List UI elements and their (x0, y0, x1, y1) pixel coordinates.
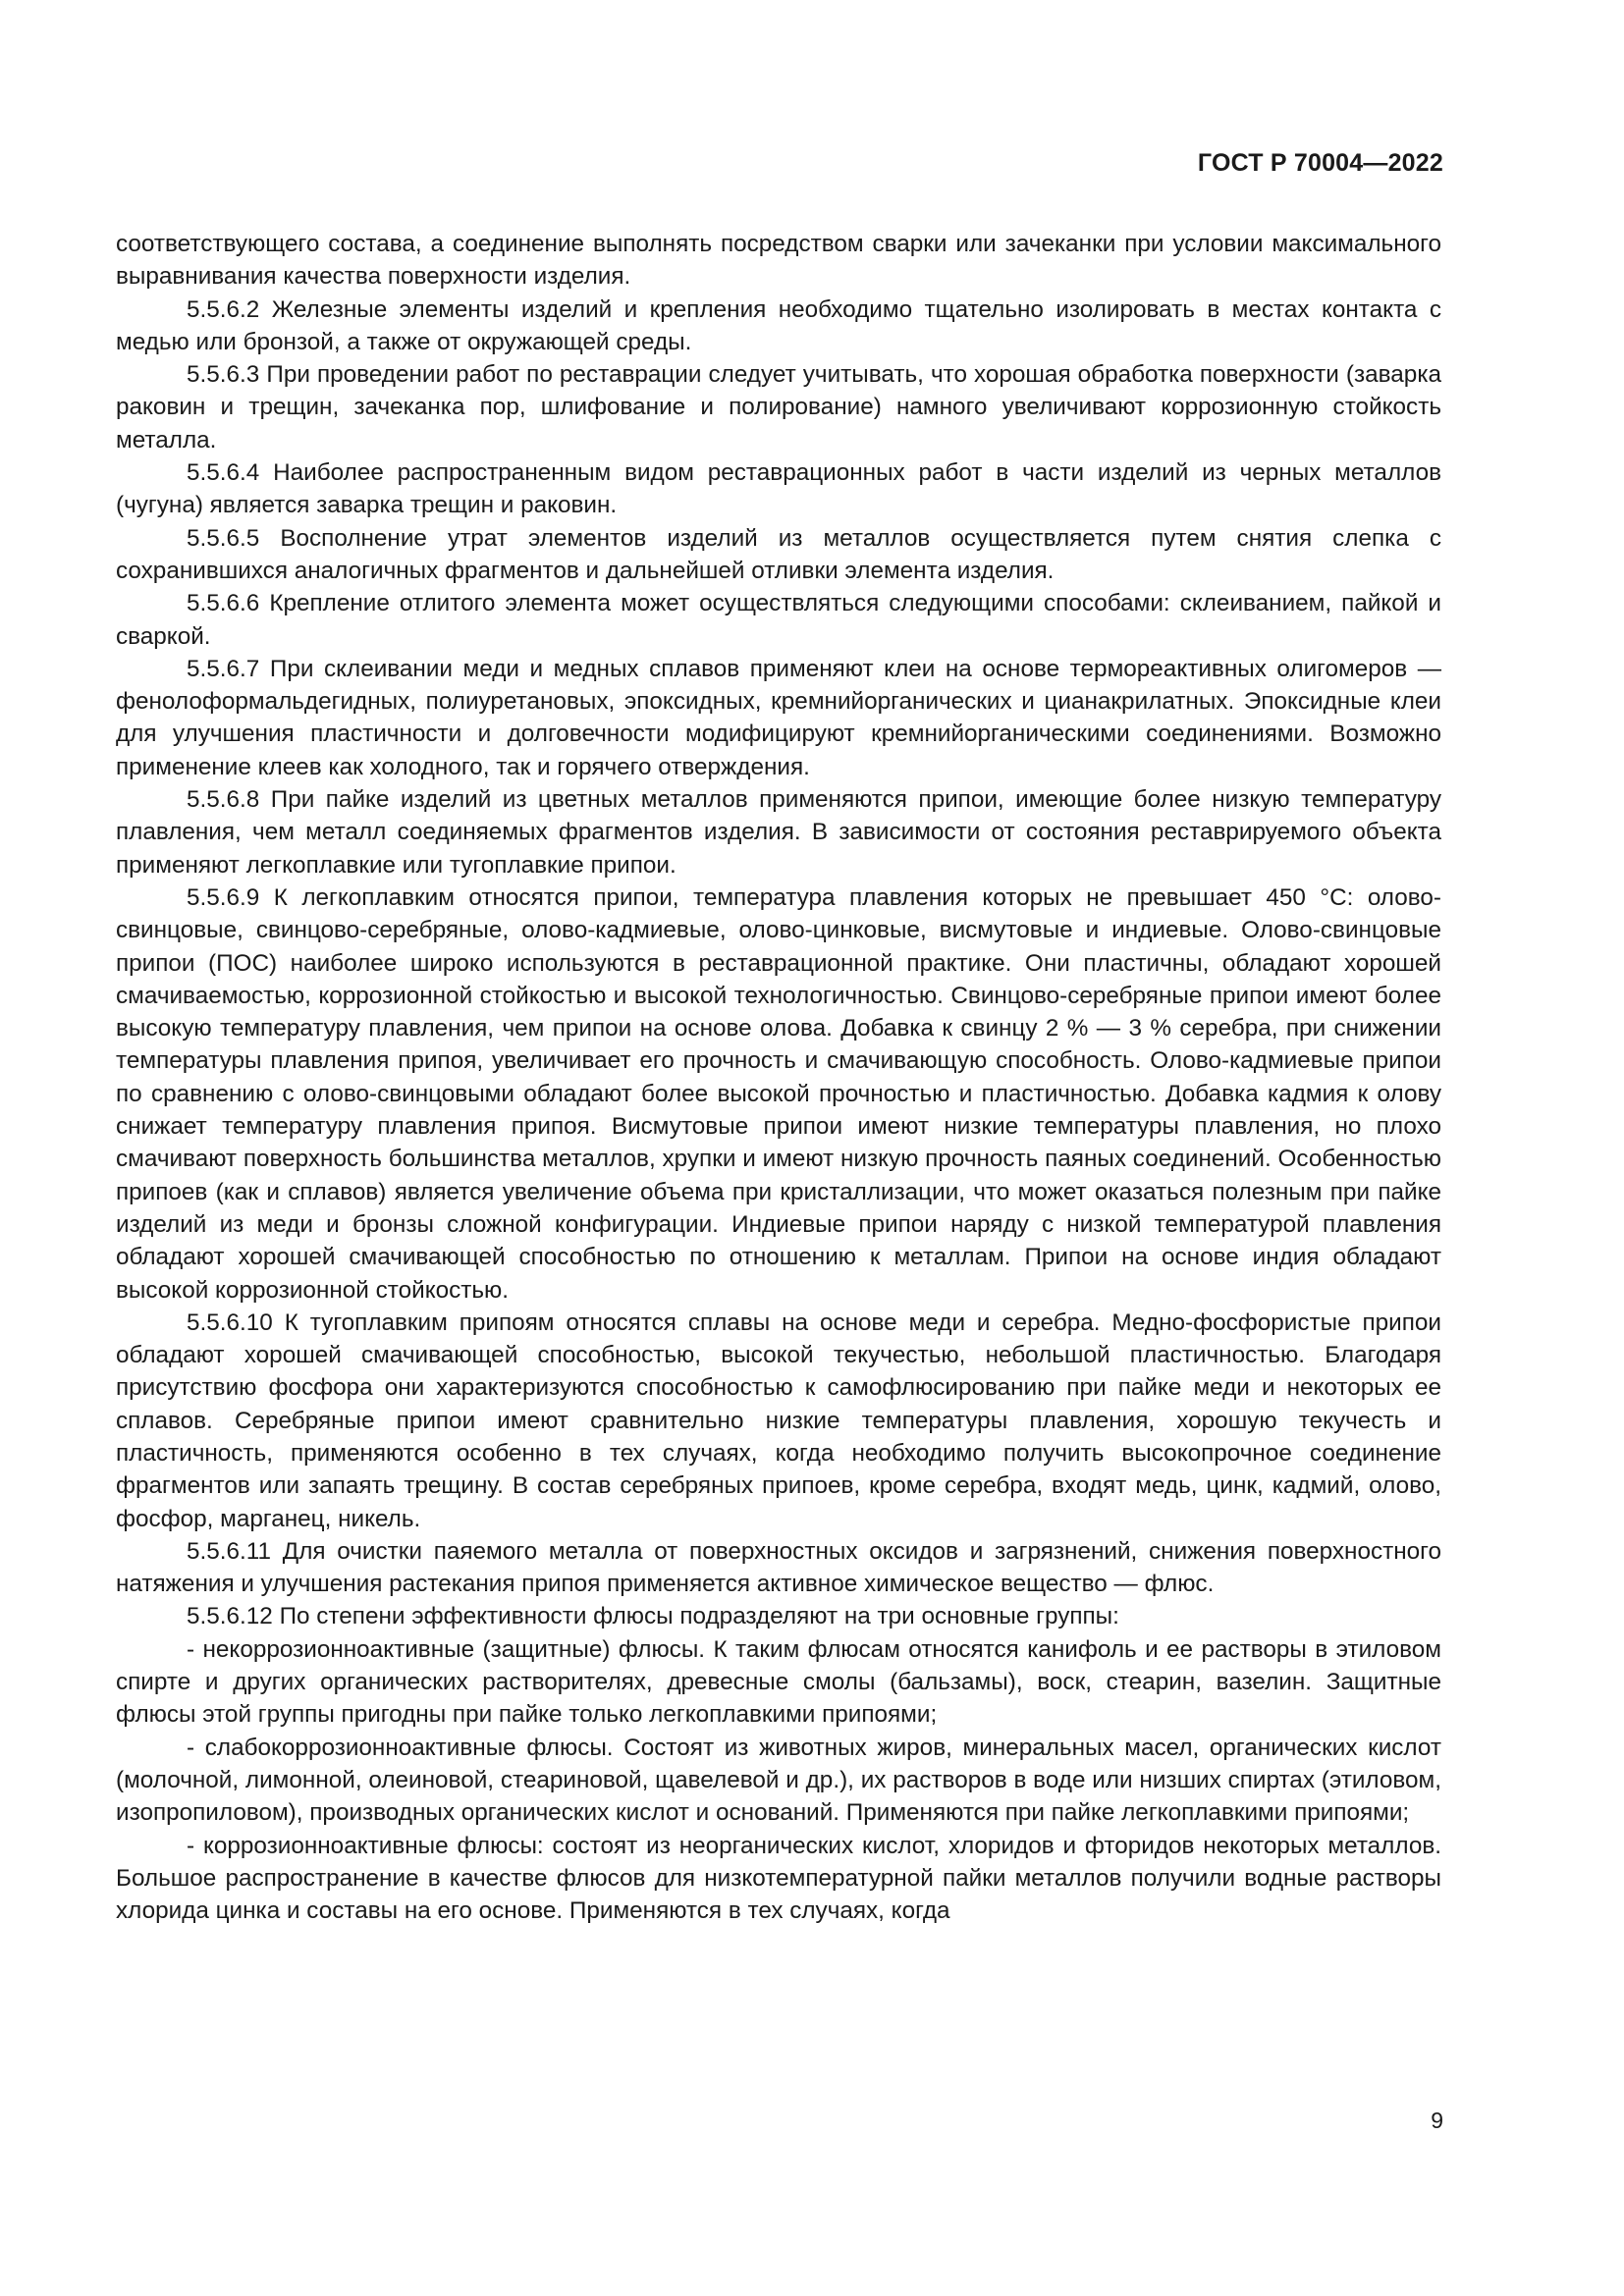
list-item: - слабокоррозионноактивные флюсы. Состоят из животных жиров, минеральных масел, органических кислот (молочной, лимонной, олеиновой, стеариновой, щавелевой и др.), их растворов в воде или низших спиртах (этиловом, изопропиловом), производных органических кислот и оснований. Применяются при пайке легкоплавкими припоями; (116, 1734, 1441, 1827)
paragraph: 5.5.6.11 Для очистки паяемого металла от поверхностных оксидов и загрязнений, снижения поверхностного натяжения и улучшения растекания припоя применяется активное химическое вещество — флюс. (116, 1537, 1441, 1598)
paragraph: 5.5.6.8 При пайке изделий из цветных металлов применяются припои, имеющие более низкую температуру плавления, чем металл соединяемых фрагментов изделия. В зависимости от состояния реставрируемого объекта применяют легкоплавкие или тугоплавкие припои. (116, 786, 1441, 879)
paragraph: 5.5.6.2 Железные элементы изделий и крепления необходимо тщательно изолировать в местах контакта с медью или бронзой, а также от окружающей среды. (116, 295, 1441, 355)
paragraph: 5.5.6.6 Крепление отлитого элемента может осуществляться следующими способами: склеиванием, пайкой и сваркой. (116, 590, 1441, 650)
list-item: - некоррозионноактивные (защитные) флюсы. К таким флюсам относятся канифоль и ее растворы в этиловом спирте и других органических растворителях, древесные смолы (бальзамы), воск, стеарин, вазелин. Защитные флюсы этой группы пригодны при пайке только легкоплавкими припоями; (116, 1635, 1441, 1729)
paragraph: 5.5.6.7 При склеивании меди и медных сплавов применяют клеи на основе термореактивных олигомеров — фенолоформальдегидных, полиуретановых, эпоксидных, кремнийорганических и цианакрилатных. Эпоксидные клеи для улучшения пластичности и долговечности модифицируют кремнийорганическими соединениями. Возможно применение клеев как холодного, так и горячего отверждения. (116, 655, 1441, 780)
paragraph: 5.5.6.12 По степени эффективности флюсы подразделяют на три основные группы: (187, 1603, 1119, 1630)
paragraph: 5.5.6.4 Наиболее распространенным видом реставрационных работ в части изделий из черных металлов (чугуна) является заварка трещин и раковин. (116, 459, 1441, 519)
document-body (116, 228, 1441, 1927)
paragraph: 5.5.6.5 Восполнение утрат элементов изделий из металлов осуществляется путем снятия слепка с сохранившихся аналогичных фрагментов и дальнейшей отливки элемента изделия. (116, 524, 1441, 584)
page-number: 9 (1431, 2108, 1443, 2133)
paragraph: 5.5.6.3 При проведении работ по реставрации следует учитывать, что хорошая обработка поверхности (заварка раковин и трещин, зачеканка пор, шлифование и полирование) намного увеличивают коррозионную стойкость металла. (116, 361, 1441, 454)
list-item: - коррозионноактивные флюсы: состоят из неорганических кислот, хлоридов и фторидов некоторых металлов. Большое распространение в качестве флюсов для низкотемпературной пайки металлов получили водные растворы хлорида цинка и составы на его основе. Применяются в тех случаях, когда (116, 1832, 1441, 1925)
paragraph: 5.5.6.9 К легкоплавким относятся припои, температура плавления которых не превышает 450 °С: олово-свинцовые, свинцово-серебряные, олово-кадмиевые, олово-цинковые, висмутовые и индиевые. Олово-свинцовые припои (ПОС) наиболее широко используются в реставрационной практике. Они пластичны, обладают хорошей смачиваемостью, коррозионной стойкостью и высокой технологичностью. Свинцово-серебряные припои имеют более высокую температуру плавления, чем припои на основе олова. Добавка к свинцу 2 % — 3 % серебра, при снижении температуры плавления припоя, увеличивает его прочность и смачивающую способность. Олово-кадмиевые припои по сравнению с олово-свинцовыми обладают более высокой прочностью и пластичностью. Добавка кадмия к олову снижает температуру плавления припоя. Висмутовые припои имеют низкие температуры плавления, но плохо смачивают поверхность большинства металлов, хрупки и имеют низкую прочность паяных соединений. Особенностью припоев (как и сплавов) является увеличение объема при кристаллизации, что может оказаться полезным при пайке изделий из меди и бронзы сложной конфигурации. Индиевые припои наряду с низкой температурой плавления обладают хорошей смачивающей способностью по отношению к металлам. Припои на основе индия обладают высокой коррозионной стойкостью. (116, 883, 1441, 1304)
paragraph: соответствующего состава, а соединение выполнять посредством сварки или зачеканки при условии максимального выравнивания качества поверхности изделия. (116, 231, 1441, 291)
document-header: ГОСТ Р 70004—2022 (1197, 149, 1443, 177)
paragraph: 5.5.6.10 К тугоплавким припоям относятся сплавы на основе меди и серебра. Медно-фосфористые припои обладают хорошей смачивающей способностью, высокой текучестью, небольшой пластичностью. Благодаря присутствию фосфора они характеризуются способностью к самофлюсированию при пайке меди и некоторых ее сплавов. Серебряные припои имеют сравнительно низкие температуры плавления, хорошую текучесть и пластичность, применяются особенно в тех случаях, когда необходимо получить высокопрочное соединение фрагментов или запаять трещину. В состав серебряных припоев, кроме серебра, входят медь, цинк, кадмий, олово, фосфор, марганец, никель. (116, 1308, 1441, 1532)
